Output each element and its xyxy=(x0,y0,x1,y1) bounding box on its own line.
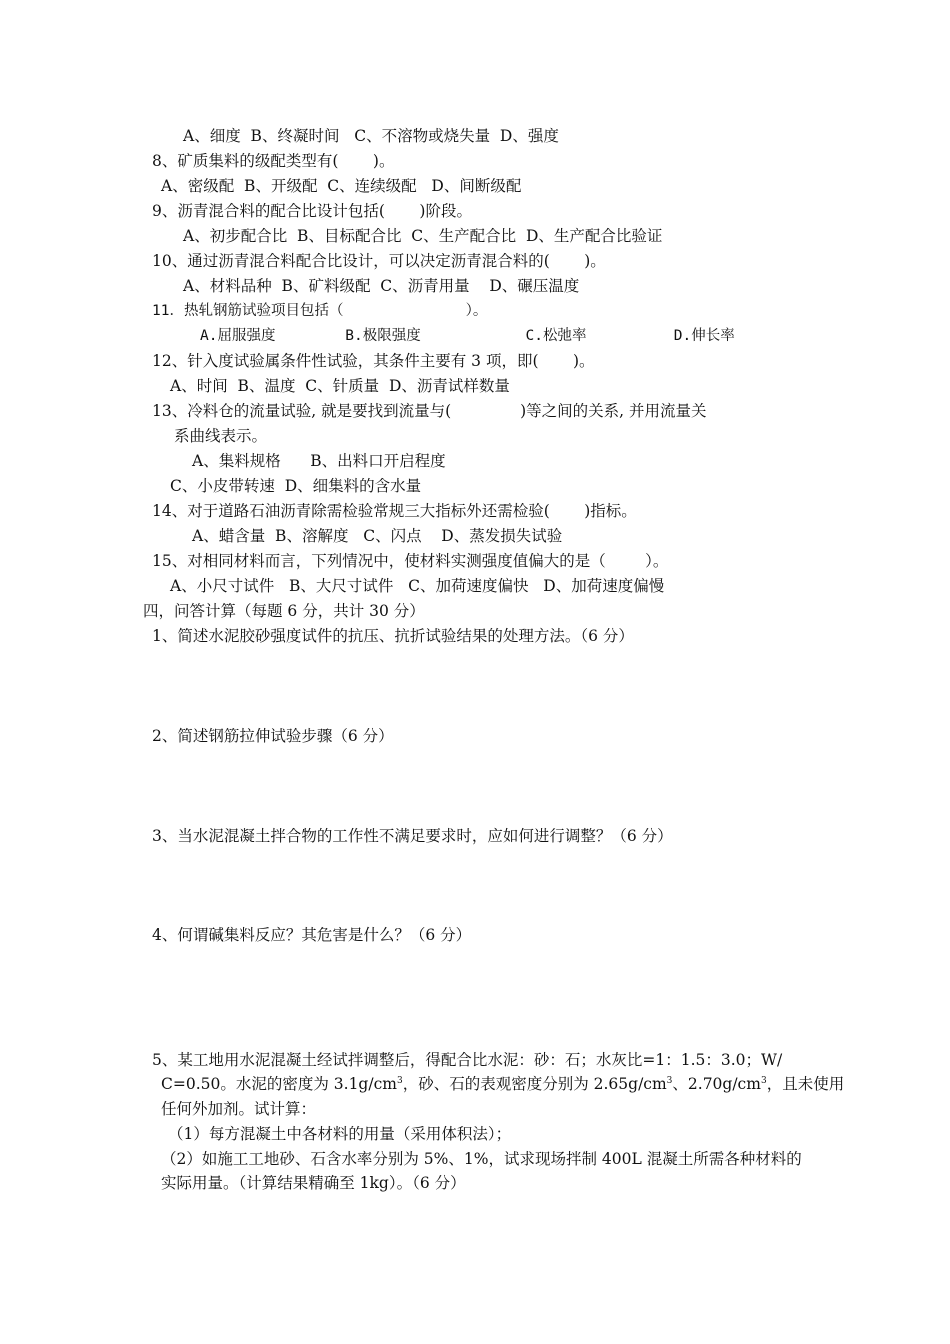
q14-options: A、蜡含量 B、溶解度 C、闪点 D、蒸发损失试验 xyxy=(192,527,563,545)
q13-stem-line1: 13、冷料仓的流量试验, 就是要找到流量与( )等之间的关系, 并用流量关 xyxy=(152,402,707,420)
question-1: 1、简述水泥胶砂强度试件的抗压、抗折试验结果的处理方法。（6 分） xyxy=(152,627,634,645)
question-5-line1: 5、某工地用水泥混凝土经试拌调整后，得配合比水泥：砂：石；水灰比=1：1.5：3.0；W/ xyxy=(152,1051,783,1069)
q10-options: A、材料品种 B、矿料级配 C、沥青用量 D、碾压温度 xyxy=(183,277,580,295)
q9-options: A、初步配合比 B、目标配合比 C、生产配合比 D、生产配合比验证 xyxy=(183,227,663,245)
q9-stem: 9、沥青混合料的配合比设计包括( )阶段。 xyxy=(152,202,472,220)
question-3: 3、当水泥混凝土拌合物的工作性不满足要求时，应如何进行调整？（6 分） xyxy=(152,827,673,845)
q8-stem: 8、矿质集料的级配类型有( )。 xyxy=(152,152,395,170)
q11-options: A.屈服强度 B.极限强度 C.松弛率 D.伸长率 xyxy=(200,328,735,344)
q14-stem: 14、对于道路石油沥青除需检验常规三大指标外还需检验( )指标。 xyxy=(152,502,637,520)
q15-options: A、小尺寸试件 B、大尺寸试件 C、加荷速度偏快 D、加荷速度偏慢 xyxy=(170,577,665,595)
q7-options: A、细度 B、终凝时间 C、不溶物或烧失量 D、强度 xyxy=(183,127,559,145)
question-5-line2: C=0.50。水泥的密度为 $3.1g/cm^3$，砂、石的表观密度分别为 $2.65g/cm^3$、$2.70g/cm^3$，且未使用 xyxy=(161,1075,845,1093)
question-5-part2-line2: 实际用量。（计算结果精确至 1kg）。（6 分） xyxy=(161,1174,466,1192)
question-4: 4、何谓碱集料反应？其危害是什么？（6 分） xyxy=(152,926,472,944)
q12-stem: 12、针入度试验属条件性试验，其条件主要有 3 项，即( )。 xyxy=(152,352,595,370)
q15-stem: 15、对相同材料而言，下列情况中，使材料实测强度值偏大的是（ ）。 xyxy=(152,552,669,570)
q13-stem-line2: 系曲线表示。 xyxy=(174,427,268,445)
q10-stem: 10、通过沥青混合料配合比设计，可以决定沥青混合料的( )。 xyxy=(152,252,606,270)
question-5-line3: 任何外加剂。试计算： xyxy=(161,1100,317,1118)
q11-stem: 11．热轧钢筋试验项目包括（ ）。 xyxy=(152,303,488,319)
question-5-part2-line1: （2）如施工工地砂、石含水率分别为 5%、1%，试求现场拌制 400L 混凝土所需各种材料的 xyxy=(161,1150,802,1168)
q12-options: A、时间 B、温度 C、针质量 D、沥青试样数量 xyxy=(170,377,510,395)
question-5-part1: （1）每方混凝土中各材料的用量（采用体积法）； xyxy=(168,1125,512,1143)
question-2: 2、简述钢筋拉伸试验步骤（6 分） xyxy=(152,727,394,745)
q8-options: A、密级配 B、开级配 C、连续级配 D、间断级配 xyxy=(161,177,522,195)
section4-heading: 四，问答计算（每题 6 分，共计 30 分） xyxy=(143,602,425,620)
q13-options-line2: C、小皮带转速 D、细集料的含水量 xyxy=(170,477,422,495)
q13-options-line1: A、集料规格 B、出料口开启程度 xyxy=(192,452,446,470)
